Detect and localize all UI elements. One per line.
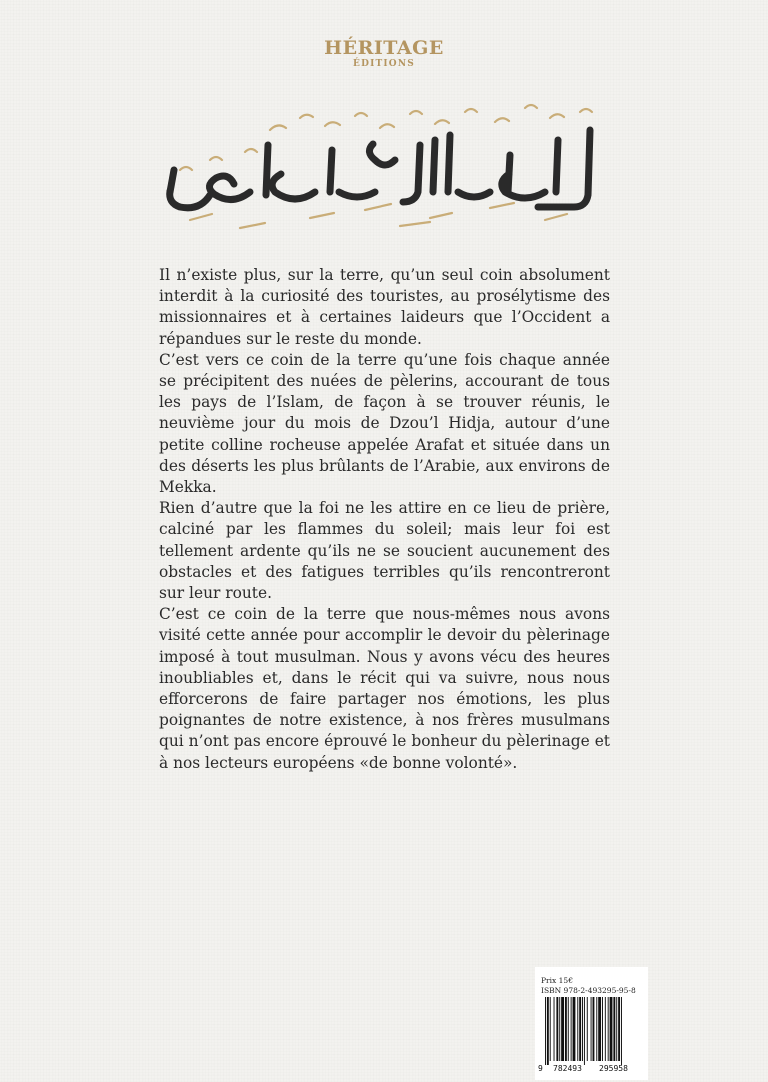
barcode-bar [579,997,581,1061]
barcode-bar [596,997,597,1061]
barcode-bar [584,997,585,1065]
barcode-bar [598,997,601,1061]
barcode-bar [613,997,615,1061]
barcode-bar [621,997,622,1065]
barcode-bar [616,997,617,1061]
calligraphy-letters [170,130,590,208]
barcode-bar [582,997,583,1061]
barcode-bar [556,997,558,1061]
barcode-bar [577,997,578,1061]
barcode-bar [571,997,572,1061]
publisher-subtitle: ÉDITIONS [353,59,415,69]
barcode-bar [608,997,609,1061]
paragraph: Rien d’autre que la foi ne les attire en ce lieu de prière, calciné par les flammes du soleil; mais leur foi est tellement ardente qu’ils ne se soucient aucunement des obstacles et des fatigues terribles qu’ils rencontreront sur leur route. [159,499,610,603]
barcode-digits-right: 295958 [599,1064,628,1073]
barcode-bar [545,997,546,1065]
barcode-bar [602,997,603,1061]
barcode-bar [561,997,564,1061]
back-cover-description [159,265,610,774]
isbn-label: ISBN 978-2-493295-95-8 [541,986,636,995]
paragraph: C’est ce coin de la terre que nous-mêmes nous avons visité cette année pour accomplir le devoir du pèlerinage imposé à tout musulman. Nous y avons vécu des heures inoubliables et, dans le récit qui va suivre, nous nous efforcerons de faire partager nos émotions, les plus poignantes de notre existence, à nos frères musulmans qui n’ont pas encore éprouvé le bonheur du pèlerinage et à nos lecteurs européens «de bonne volonté». [159,605,610,772]
publisher-logo [0,37,768,69]
arabic-calligraphy-title [150,100,620,235]
barcode-bar [605,997,606,1061]
barcode-digits-left: 782493 [553,1064,582,1073]
barcode-label [535,967,648,1080]
barcode-digit-lead: 9 [538,1064,543,1073]
barcode-bar [587,997,588,1061]
barcode-bar [573,997,576,1061]
barcode-bar [565,997,567,1061]
barcode-bar [618,997,620,1061]
barcode-bar [554,997,555,1061]
barcode-bar [550,997,551,1061]
price-label: Prix 15€ [541,976,573,985]
barcode-bar [568,997,569,1061]
barcode-bar [591,997,592,1061]
barcode-bar [610,997,613,1061]
barcode-icon [537,997,645,1073]
barcode-bar [593,997,595,1061]
barcode-bar [559,997,560,1061]
barcode-bar [547,997,549,1065]
paragraph: Il n’existe plus, sur la terre, qu’un seul coin absolument interdit à la curiosité des touristes, au prosélytisme des missionnaires et à certaines laideurs que l’Occident a répandues sur le reste du monde. [159,266,610,348]
publisher-name: HÉRITAGE [324,37,444,59]
paragraph: C’est vers ce coin de la terre qu’une fois chaque année se précipitent des nuées de pèlerins, accourant de tous les pays de l’Islam, de façon à se trouver réunis, le neuvième jour du mois de Dzou’l Hidja, autour d’une petite colline rocheuse appelée Arafat et située dans un des déserts les plus brûlants de l’Arabie, aux environs de Mekka. [159,350,610,497]
